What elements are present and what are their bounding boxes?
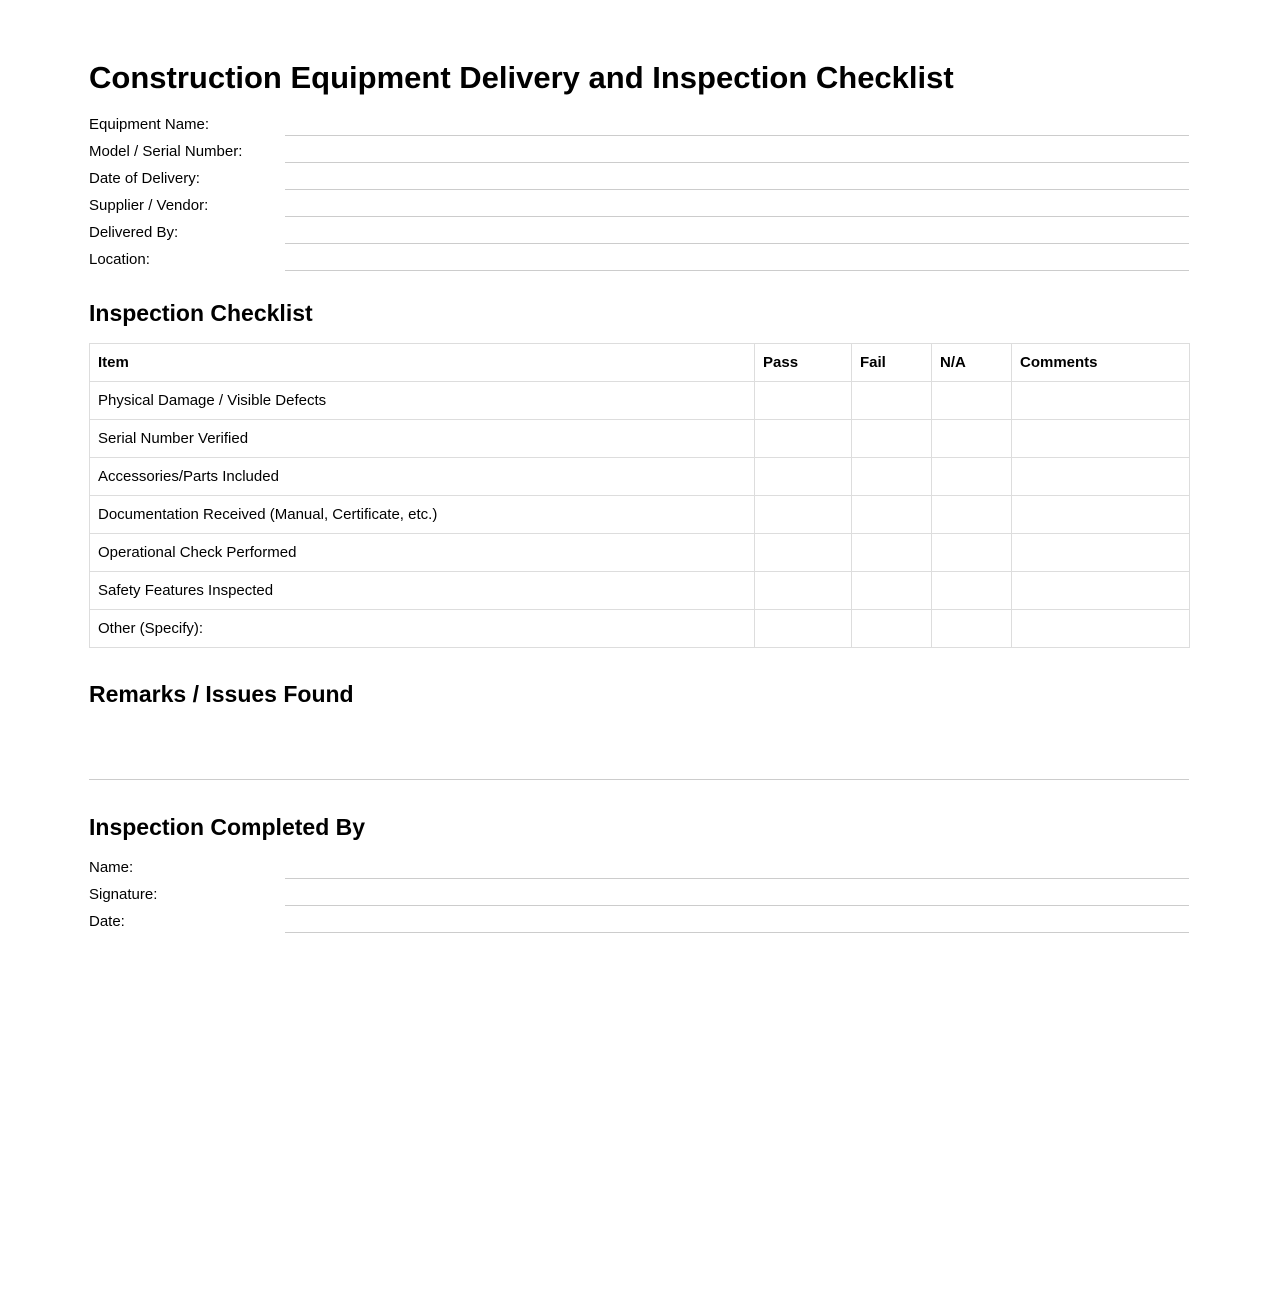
- comments-cell[interactable]: [1012, 496, 1190, 534]
- field-label: Date of Delivery:: [89, 170, 200, 187]
- comments-cell[interactable]: [1012, 534, 1190, 572]
- field-label: Supplier / Vendor:: [89, 197, 209, 214]
- field-signature: [89, 883, 1189, 910]
- supplier-vendor-input[interactable]: [285, 194, 1189, 217]
- item-cell: Safety Features Inspected: [90, 572, 755, 610]
- fail-cell[interactable]: [852, 458, 932, 496]
- field-location: [89, 248, 1189, 275]
- table-row: [90, 420, 1190, 458]
- pass-cell[interactable]: [755, 382, 852, 420]
- na-cell[interactable]: [932, 382, 1012, 420]
- pass-cell[interactable]: [755, 534, 852, 572]
- na-cell[interactable]: [932, 610, 1012, 648]
- column-header-item: Item: [90, 344, 755, 382]
- fail-cell[interactable]: [852, 382, 932, 420]
- equipment-name-input[interactable]: [285, 113, 1189, 136]
- remarks-heading: Remarks / Issues Found: [89, 681, 354, 707]
- pass-cell[interactable]: [755, 458, 852, 496]
- location-input[interactable]: [285, 248, 1189, 271]
- field-inspector-name: [89, 856, 1189, 883]
- table-row: [90, 382, 1190, 420]
- field-label: Location:: [89, 251, 150, 268]
- item-cell: Operational Check Performed: [90, 534, 755, 572]
- column-header-comments: Comments: [1012, 344, 1190, 382]
- fail-cell[interactable]: [852, 496, 932, 534]
- completion-date-input[interactable]: [285, 910, 1189, 933]
- column-header-na: N/A: [932, 344, 1012, 382]
- field-supplier-vendor: [89, 194, 1189, 221]
- na-cell[interactable]: [932, 572, 1012, 610]
- delivery-info-fields: [89, 113, 1189, 275]
- column-header-pass: Pass: [755, 344, 852, 382]
- table-row: [90, 496, 1190, 534]
- fail-cell[interactable]: [852, 610, 932, 648]
- fail-cell[interactable]: [852, 572, 932, 610]
- page-title: Construction Equipment Delivery and Inspection Checklist: [89, 60, 954, 95]
- pass-cell[interactable]: [755, 610, 852, 648]
- completion-fields: [89, 856, 1189, 937]
- field-date-of-delivery: [89, 167, 1189, 194]
- field-delivered-by: [89, 221, 1189, 248]
- pass-cell[interactable]: [755, 572, 852, 610]
- field-label: Date:: [89, 913, 125, 930]
- inspection-checklist-heading: Inspection Checklist: [89, 300, 313, 326]
- table-row: [90, 458, 1190, 496]
- field-label: Name:: [89, 859, 134, 876]
- column-header-fail: Fail: [852, 344, 932, 382]
- fail-cell[interactable]: [852, 534, 932, 572]
- item-cell: Other (Specify):: [90, 610, 755, 648]
- pass-cell[interactable]: [755, 420, 852, 458]
- item-cell: Documentation Received (Manual, Certificate, etc.): [90, 496, 755, 534]
- field-label: Equipment Name:: [89, 116, 210, 133]
- item-cell: Serial Number Verified: [90, 420, 755, 458]
- field-label: Model / Serial Number:: [89, 143, 243, 160]
- table-row: [90, 534, 1190, 572]
- field-equipment-name: [89, 113, 1189, 140]
- remarks-input[interactable]: [89, 716, 1189, 780]
- field-label: Signature:: [89, 886, 158, 903]
- table-header-row: [90, 344, 1190, 382]
- comments-cell[interactable]: [1012, 458, 1190, 496]
- pass-cell[interactable]: [755, 496, 852, 534]
- na-cell[interactable]: [932, 420, 1012, 458]
- signature-input[interactable]: [285, 883, 1189, 906]
- na-cell[interactable]: [932, 534, 1012, 572]
- field-completion-date: [89, 910, 1189, 937]
- date-of-delivery-input[interactable]: [285, 167, 1189, 190]
- delivered-by-input[interactable]: [285, 221, 1189, 244]
- comments-cell[interactable]: [1012, 572, 1190, 610]
- inspection-checklist-table: [89, 343, 1190, 648]
- field-label: Delivered By:: [89, 224, 179, 241]
- item-cell: Accessories/Parts Included: [90, 458, 755, 496]
- comments-cell[interactable]: [1012, 382, 1190, 420]
- inspection-completed-by-heading: Inspection Completed By: [89, 814, 366, 840]
- item-cell: Physical Damage / Visible Defects: [90, 382, 755, 420]
- comments-cell[interactable]: [1012, 420, 1190, 458]
- fail-cell[interactable]: [852, 420, 932, 458]
- table-row: [90, 610, 1190, 648]
- model-serial-input[interactable]: [285, 140, 1189, 163]
- field-model-serial: [89, 140, 1189, 167]
- na-cell[interactable]: [932, 458, 1012, 496]
- comments-cell[interactable]: [1012, 610, 1190, 648]
- na-cell[interactable]: [932, 496, 1012, 534]
- table-row: [90, 572, 1190, 610]
- inspector-name-input[interactable]: [285, 856, 1189, 879]
